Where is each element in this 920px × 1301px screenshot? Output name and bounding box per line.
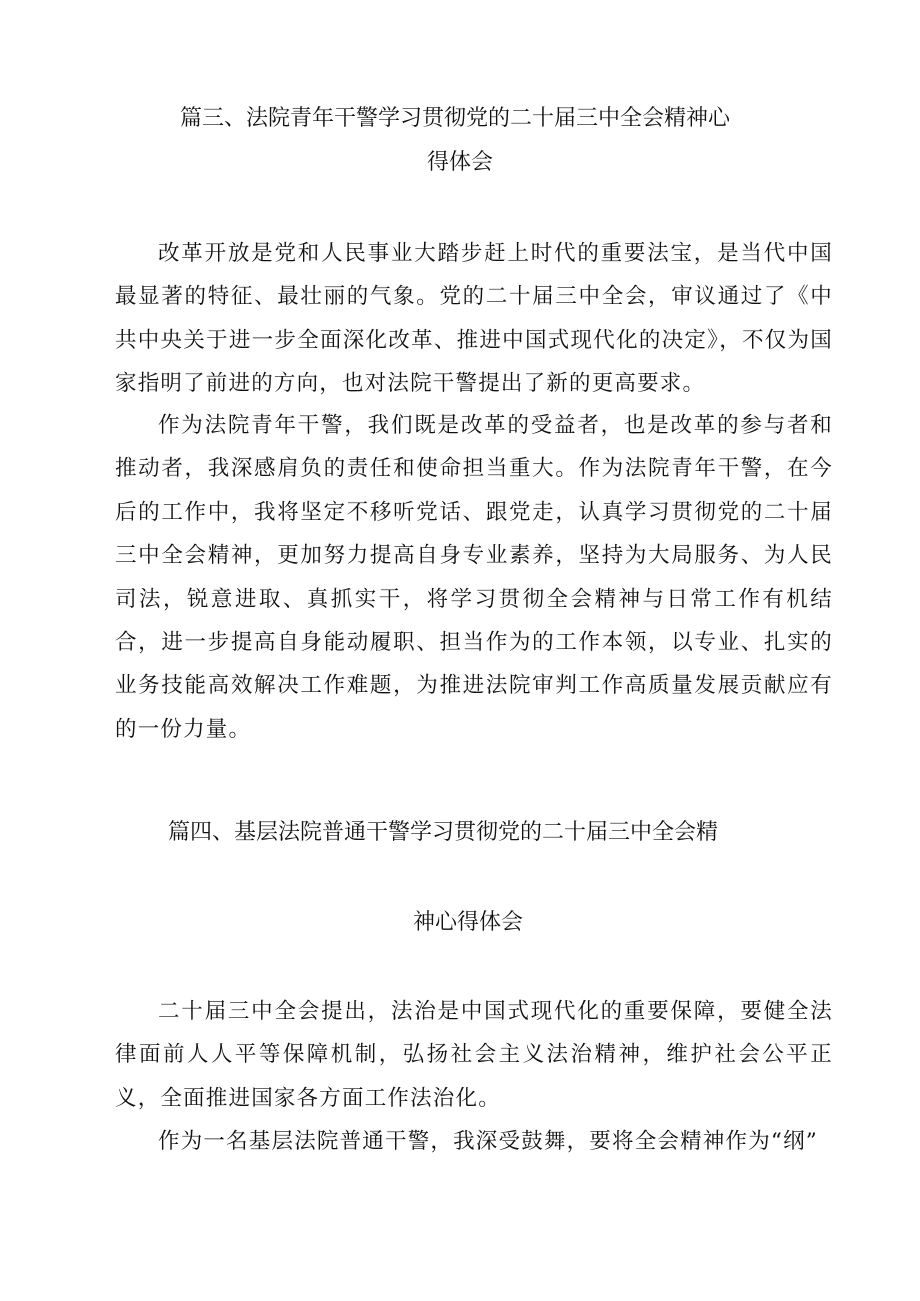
section4-title-line2: 神心得体会 <box>413 910 524 935</box>
section4-paragraph-1: 二十届三中全会提出，法治是中国式现代化的重要保障，要健全法律面前人人平等保障机制，弘扬社会主义法治精神，维护社会公平正义，全面推进国家各方面工作法治化。 <box>115 999 833 1111</box>
section3-paragraph-1: 改革开放是党和人民事业大踏步赶上时代的重要法宝，是当代中国最显著的特征、最壮丽的气象。党的二十届三中全会，审议通过了《中共中央关于进一步全面深化改革、推进中国式现代化的决定》，不仅为国家指明了前进的方向，也对法院干警提出了新的更高要求。 <box>115 241 833 397</box>
section4-paragraph-2: 作为一名基层法院普通干警，我深受鼓舞，要将全会精神作为“纲” <box>158 1129 818 1154</box>
section3-title-line1: 篇三、法院青年干警学习贯彻党的二十届三中全会精神心 <box>180 106 731 131</box>
section4-title-line1: 篇四、基层法院普通干警学习贯彻党的二十届三中全会精 <box>168 820 719 845</box>
section3-paragraph-2: 作为法院青年干警，我们既是改革的受益者，也是改革的参与者和推动者，我深感肩负的责任和使命担当重大。作为法院青年干警，在今后的工作中，我将坚定不移听党话、跟党走，认真学习贯彻党的二十届三中全会精神，更加努力提高自身专业素养，坚持为大局服务、为人民司法，锐意进取、真抓实干，将学习贯彻全会精神与日常工作有机结合，进一步提高自身能动履职、担当作为的工作本领，以专业、扎实的业务技能高效解决工作难题，为推进法院审判工作高质量发展贡献应有的一份力量。 <box>115 413 833 742</box>
section3-title-line2: 得体会 <box>427 150 494 175</box>
